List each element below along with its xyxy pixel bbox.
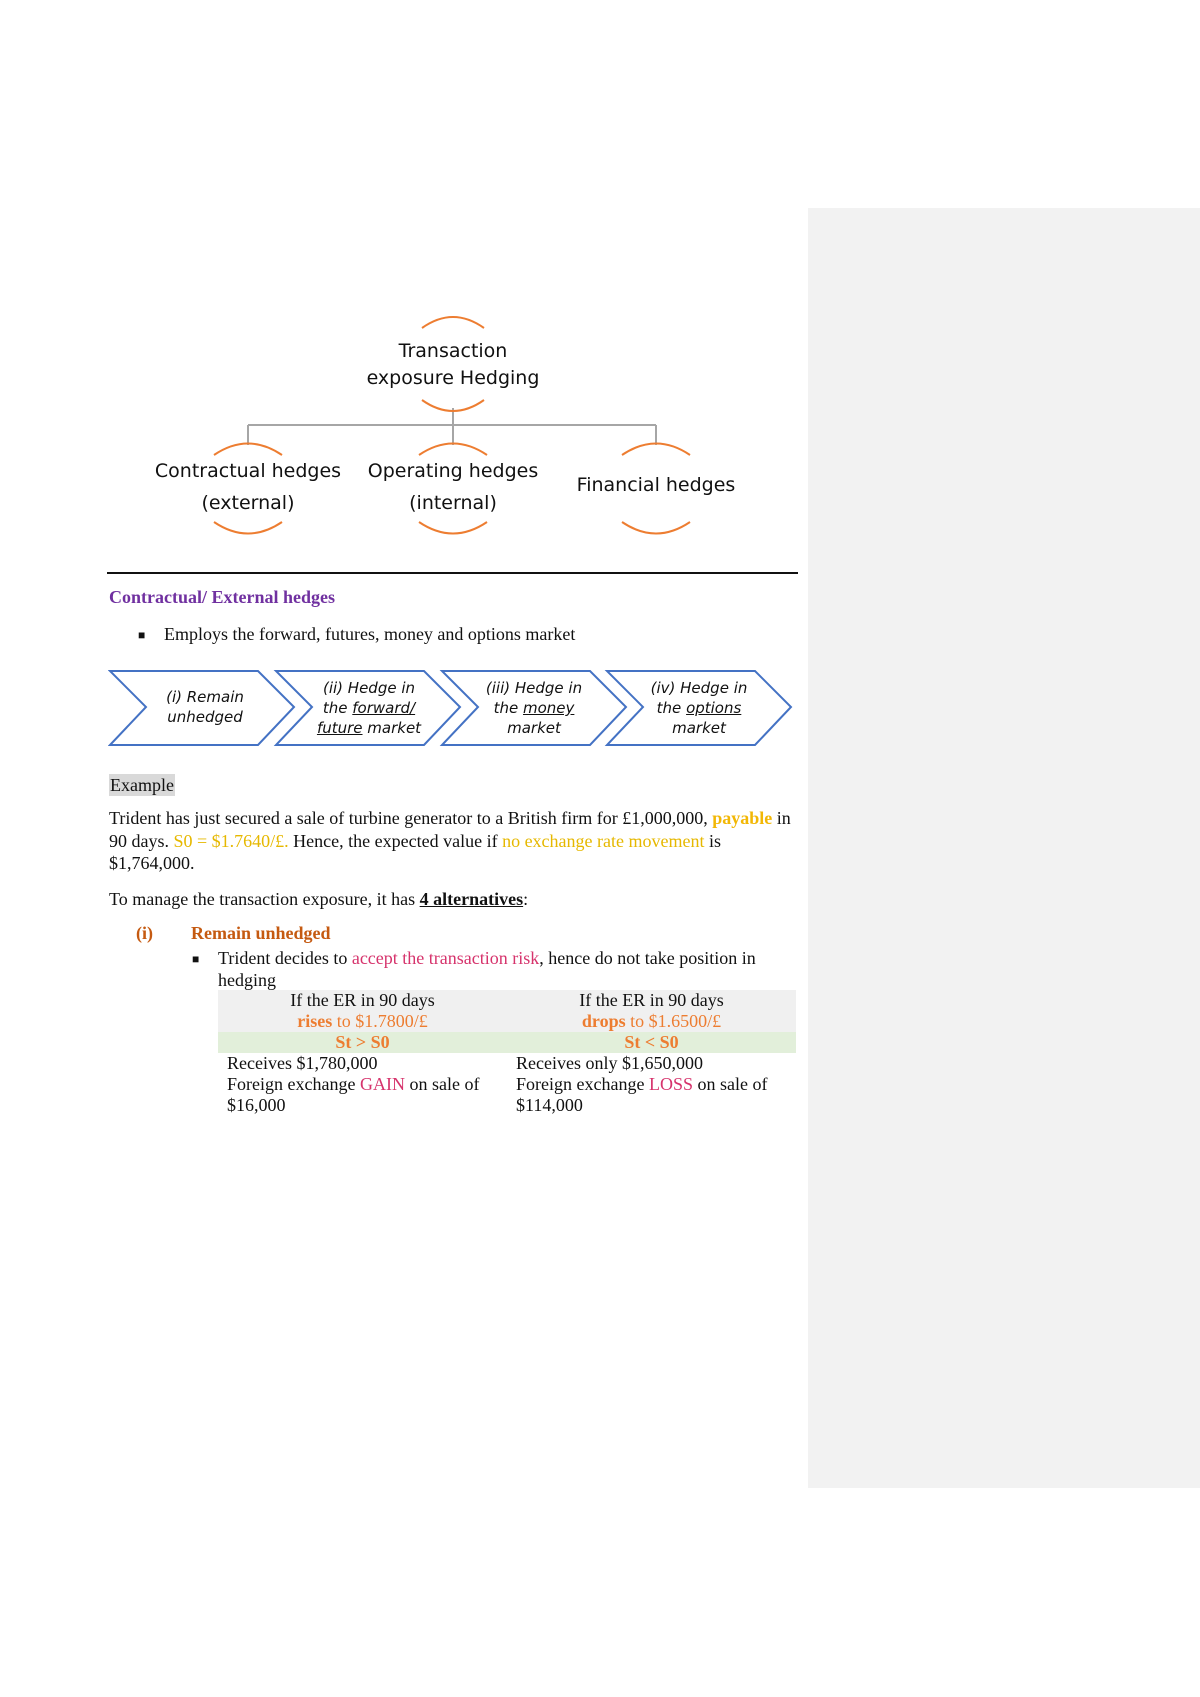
horizontal-rule — [107, 572, 798, 574]
table-header-row — [218, 990, 796, 1032]
chevron-1-label: (i) Remain unhedged — [166, 688, 244, 726]
contractual-hedges-node — [138, 455, 358, 519]
child2-arc-top — [419, 444, 487, 456]
root-node — [353, 338, 553, 392]
operating-hedges-node — [343, 455, 563, 519]
example-label: Example — [110, 775, 174, 795]
child3-arc-top — [622, 444, 690, 456]
node-label: Contractual hedges — [154, 460, 342, 482]
root-arc-top — [422, 317, 484, 328]
root-line-2: exposure Hedging — [366, 367, 540, 389]
table-condition-row — [218, 1032, 796, 1053]
condition-right: St < S0 — [507, 1032, 796, 1053]
alternatives-chevron-process — [108, 669, 798, 749]
root-line-1: Transaction — [398, 340, 508, 362]
node-label: Financial hedges — [576, 474, 736, 496]
alternative-bullet-text: Trident decides to accept the transaction risk, hence do not take position in hedging — [218, 948, 756, 990]
outcome-right: Receives only $1,650,000 Foreign exchange LOSS on sale of $114,000 — [516, 1053, 768, 1115]
chevron-2-label: (ii) Hedge in the forward/ future market — [316, 679, 422, 737]
child1-arc-top — [214, 444, 282, 456]
outcome-left: Receives $1,780,000 Foreign exchange GAIN on sale of $16,000 — [227, 1053, 480, 1115]
condition-left: St > S0 — [218, 1032, 507, 1053]
section-heading: Contractual/ External hedges — [109, 587, 335, 607]
financial-hedges-node — [546, 472, 766, 499]
example-paragraph-2: To manage the transaction exposure, it has 4 alternatives: — [109, 889, 529, 909]
table-header-left: If the ER in 90 days rises to $1.7800/£ — [218, 990, 507, 1032]
comment-pane — [808, 208, 1200, 1488]
hedging-hierarchy-diagram — [100, 300, 800, 540]
node-sublabel: (external) — [201, 492, 295, 514]
section-bullet-text: Employs the forward, futures, money and options market — [164, 624, 576, 644]
node-sublabel: (internal) — [409, 492, 497, 514]
node-label: Operating hedges — [367, 460, 539, 482]
table-header-right: If the ER in 90 days drops to $1.6500/£ — [507, 990, 796, 1032]
outcome-table — [218, 990, 796, 1116]
chevron-4-label: (iv) Hedge in the options market — [650, 679, 748, 737]
alternative-title: Remain unhedged — [191, 923, 331, 943]
table-row — [218, 1053, 796, 1116]
child2-arc-bottom — [419, 522, 487, 534]
square-bullet-icon: ■ — [138, 628, 146, 642]
alternative-number: (i) — [136, 923, 153, 943]
square-bullet-icon: ■ — [192, 952, 200, 966]
child1-arc-bottom — [214, 522, 282, 534]
example-paragraph-1: Trident has just secured a sale of turbine generator to a British firm for £1,000,000, payable in 90 days. S0 = $1.7640/£. Hence, the expected value if no exchange rate movement is $1,764,000. — [109, 808, 791, 873]
chevron-3-label: (iii) Hedge in the money market — [485, 679, 583, 737]
child3-arc-bottom — [622, 522, 690, 534]
